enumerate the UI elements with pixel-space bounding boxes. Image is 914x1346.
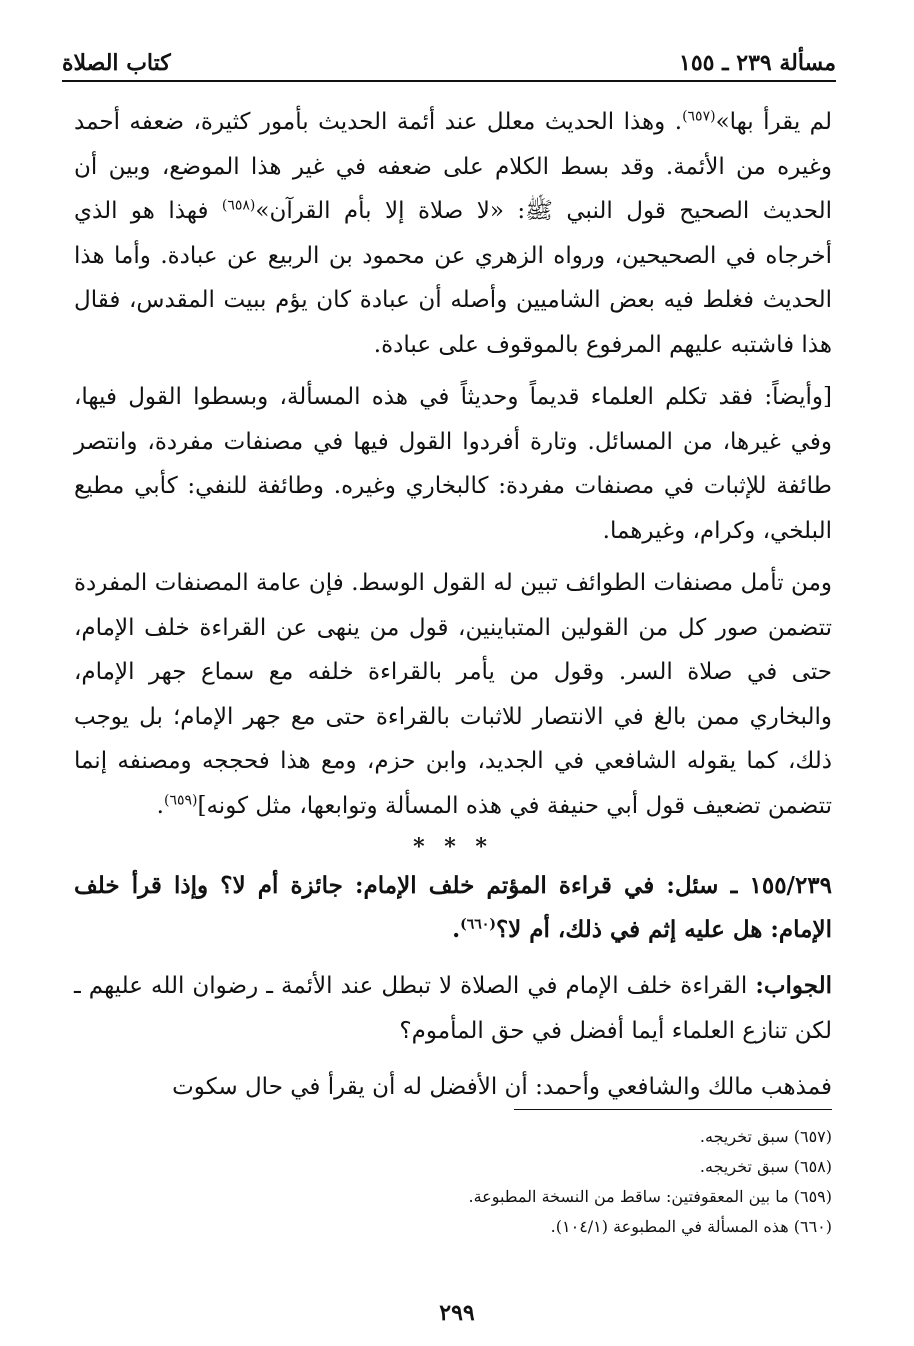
answer-paragraph bbox=[74, 964, 832, 1053]
paragraph-1-middle: . وهذا الحديث معلل عند أئمة الحديث بأمور كثيرة، ضعفه أحمد وغيره من الأئمة. وقد بسط الكلام على ضعفه في غير هذا الموضع، وبين أن الحديث الصحيح قول النبي ﷺ: «لا صلاة إلا بأم القرآن» bbox=[74, 109, 832, 224]
footnote-ref-657: (٦٥٧) bbox=[682, 108, 716, 125]
paragraph-3 bbox=[74, 561, 832, 828]
footnote-ref-659: (٦٥٩) bbox=[163, 791, 198, 808]
section-separator: * * * bbox=[413, 834, 493, 860]
paragraph-1-start: لم يقرأ بها» bbox=[715, 109, 832, 135]
footnote-658: (٦٥٨) سبق تخريجه. bbox=[699, 1157, 832, 1176]
footnotes bbox=[74, 1122, 832, 1242]
page-number: ٢٩٩ bbox=[439, 1300, 475, 1326]
question-heading bbox=[74, 864, 832, 952]
footnote-divider bbox=[514, 1109, 832, 1110]
footnote-660: (٦٦٠) هذه المسألة في المطبوعة (١٠٤/١). bbox=[550, 1217, 832, 1236]
question-period: . bbox=[452, 916, 461, 943]
paragraph-2: [وأيضاً: فقد تكلم العلماء قديماً وحديثاً في هذه المسألة، وبسطوا القول فيها، وفي غيرها، من المسائل. وتارة أفردوا القول فيها في مصنفات مفردة، وانتصر طائفة للإثبات في مصنفات مفردة: كالبخاري وغيره. وطائفة للنفي: كأبي مطيع البلخي، وكرام، وغيرهما. bbox=[74, 384, 832, 544]
running-header bbox=[62, 40, 836, 76]
answer-label: الجواب: bbox=[755, 972, 832, 999]
paragraph-1-end: فهذا هو الذي أخرجاه في الصحيحين، ورواه الزهري عن محمود بن الربيع عن عبادة. وأما هذا الحديث فغلط فيه بعض الشاميين وأصله أن عبادة كان يؤم ببيت المقدس، فقال هذا فاشتبه عليهم المرفوع بالموقوف على عبادة. bbox=[74, 198, 832, 358]
paragraph-last: فمذهب مالك والشافعي وأحمد: أن الأفضل له أن يقرأ في حال سكوت bbox=[172, 1074, 832, 1100]
footnote-657: (٦٥٧) سبق تخريجه. bbox=[699, 1127, 832, 1146]
footnote-ref-658: (٦٥٨) bbox=[221, 197, 256, 214]
main-text bbox=[74, 100, 832, 1110]
paragraph-3-period: . bbox=[156, 792, 164, 819]
header-divider bbox=[62, 80, 836, 82]
header-chapter-title: كتاب الصلاة bbox=[62, 50, 171, 76]
answer-text: القراءة خلف الإمام في الصلاة لا تبطل عند الأئمة ـ رضوان الله عليهم ـ لكن تنازع العلماء أيما أفضل في حق المأموم؟ bbox=[74, 973, 832, 1044]
footnote-659: (٦٥٩) ما بين المعقوفتين: ساقط من النسخة المطبوعة. bbox=[468, 1187, 832, 1206]
question-text: ١٥٥/٢٣٩ ـ سئل: في قراءة المؤتم خلف الإمام: جائزة أم لا؟ وإذا قرأ خلف الإمام: هل عليه إثم في ذلك، أم لا؟ bbox=[74, 872, 833, 943]
paragraph-1 bbox=[74, 100, 832, 367]
footnote-ref-660: (٦٦٠) bbox=[460, 916, 496, 933]
header-issue-number: مسألة ٢٣٩ ـ ١٥٥ bbox=[679, 50, 836, 76]
paragraph-3-text: ومن تأمل مصنفات الطوائف تبين له القول الوسط. فإن عامة المصنفات المفردة تتضمن صور كل من القولين المتباينين، قول من ينهى عن القراءة خلف الإمام، حتى في صلاة السر. وقول من يأمر بالقراءة خلفه مع سماع جهر الإمام، والبخاري ممن بالغ في الانتصار للاثبات بالقراءة حتى مع جهر الإمام؛ بل يوجب ذلك، كما يقوله الشافعي في الجديد، وابن حزم، ومع هذا فحججه ومصنفه إنما تتضمن تضعيف قول أبي حنيفة في هذه المسألة وتوابعها، مثل كونه] bbox=[74, 570, 832, 819]
